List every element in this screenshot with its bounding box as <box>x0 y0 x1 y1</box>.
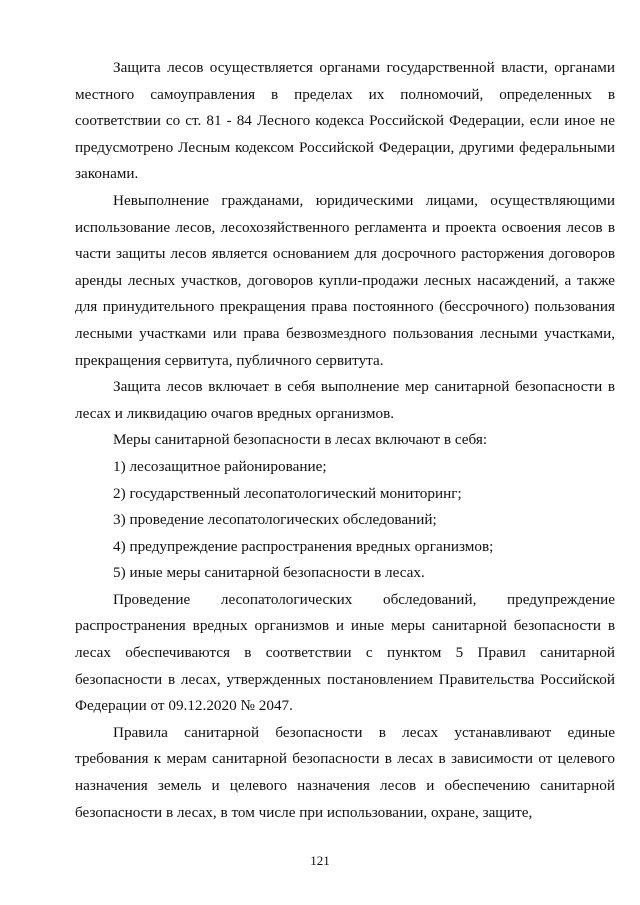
list-item-1: 1) лесозащитное районирование; <box>113 457 327 475</box>
paragraph-sanitary-rules: Правила санитарной безопасности в лесах устанавливают единые требования к мерам санитарной безопасности в лесах в зависимости от целевого назначения земель и целевого назначения лесов и обеспечению санитарной безопасности в лесах, в том числе при использовании, охране, защите, <box>75 723 615 821</box>
list-item-2: 2) государственный лесопатологический мониторинг; <box>113 484 462 502</box>
list-item-4: 4) предупреждение распространения вредных организмов; <box>113 537 494 555</box>
list-item-3: 3) проведение лесопатологических обследований; <box>113 511 437 529</box>
paragraph-non-compliance: Невыполнение гражданами, юридическими лицами, осуществляющими использование лесов, лесохозяйственного регламента и проекта освоения лесов в части защиты лесов является основанием для досрочного расторжения договоров аренды лесных участков, договоров купли-продажи лесных насаждений, а также для принудительного прекращения права постоянного (бессрочного) пользования лесными участками или права безвозмездного пользования лесными участками, прекращения сервитута, публичного сервитута. <box>75 191 615 369</box>
page-number: 121 <box>310 853 330 868</box>
document-body <box>75 55 615 826</box>
list-item-5: 5) иные меры санитарной безопасности в лесах. <box>113 564 425 582</box>
paragraph-forest-protection-authorities: Защита лесов осуществляется органами государственной власти, органами местного самоуправления в пределах их полномочий, определенных в соответствии со ст. 81 - 84 Лесного кодекса Российской Федерации, если иное не предусмотрено Лесным кодексом Российской Федерации, другими федеральными законами. <box>75 59 615 183</box>
paragraph-protection-includes: Защита лесов включает в себя выполнение мер санитарной безопасности в лесах и ликвидацию очагов вредных организмов. <box>75 378 615 422</box>
paragraph-surveys-provision: Проведение лесопатологических обследований, предупреждение распространения вредных организмов и иные меры санитарной безопасности в лесах обеспечиваются в соответствии с пунктом 5 Правил санитарной безопасности в лесах, утвержденных постановлением Правительства Российской Федерации от 09.12.2020 № 2047. <box>75 590 615 715</box>
paragraph-measures-intro: Меры санитарной безопасности в лесах включают в себя: <box>113 431 488 449</box>
